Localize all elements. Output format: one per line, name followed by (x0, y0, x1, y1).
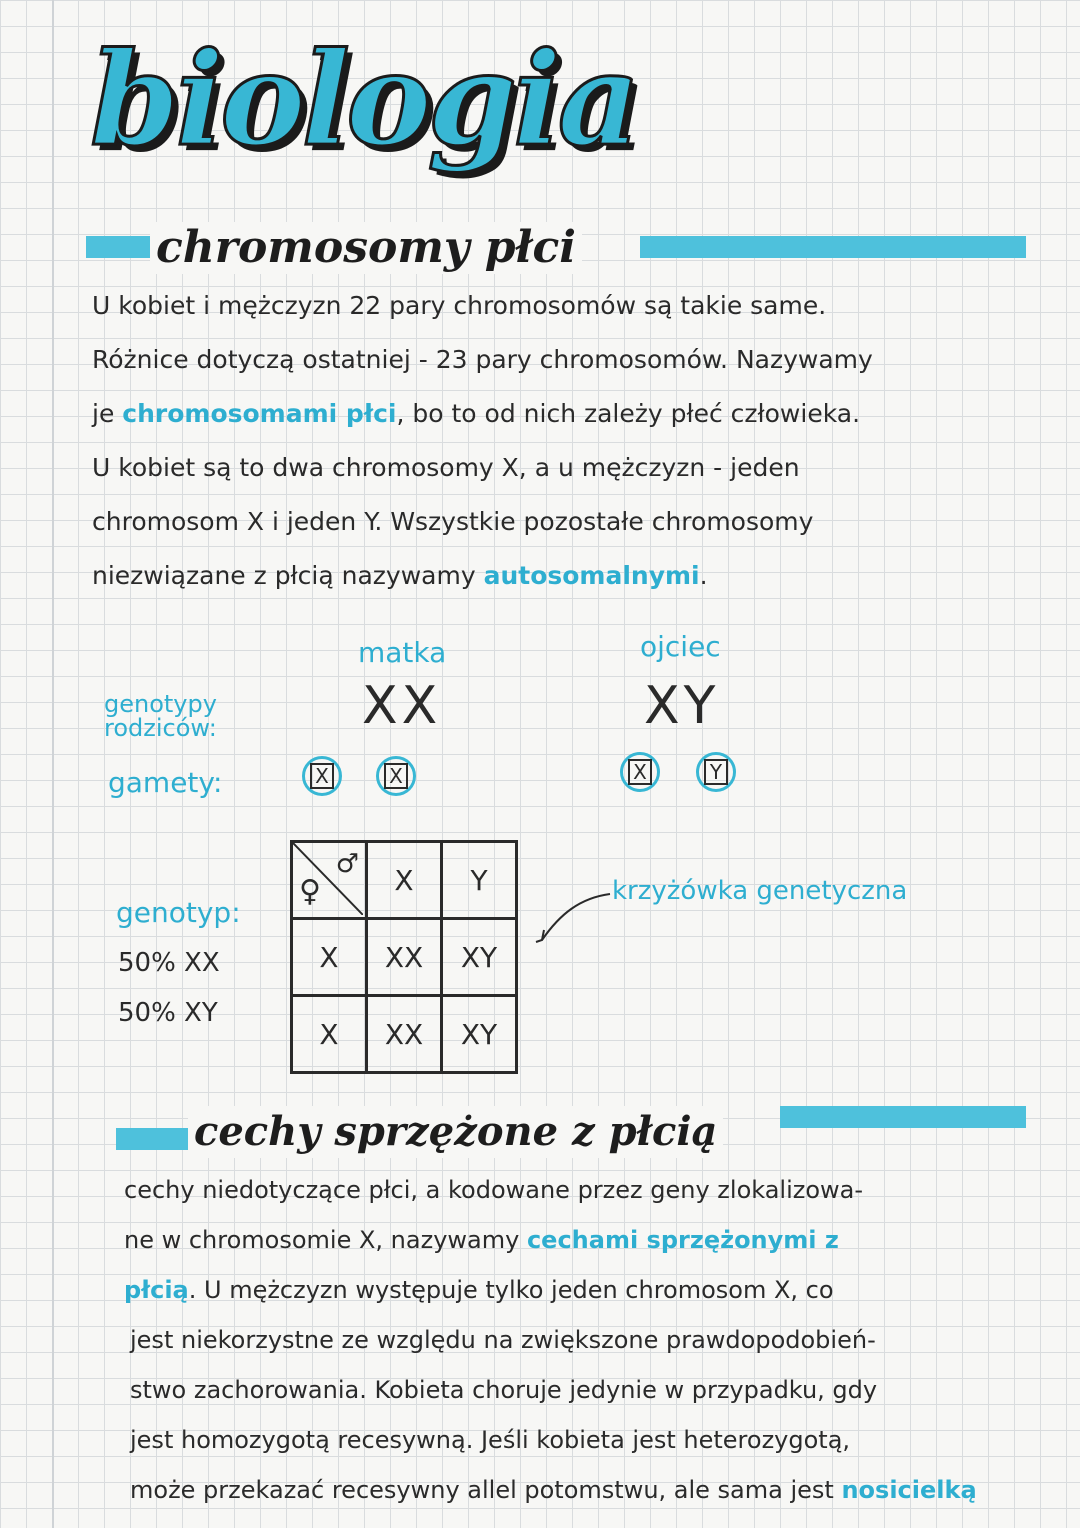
notebook-margin-line (52, 0, 54, 1528)
text2-line-7-start: może przekazać recesywny allel potomstwu, ale sama jest (130, 1476, 842, 1504)
term-sex-chromosomes: chromosomami płci (122, 399, 397, 428)
father-gamete-2 (696, 752, 736, 792)
punnett-col-header: X (367, 842, 442, 919)
heading-bar-right (780, 1106, 1026, 1128)
text-line-6-end: . (699, 561, 708, 590)
father-label: ojciec (640, 630, 721, 663)
father-gamete-1 (620, 752, 660, 792)
punnett-corner-cell (292, 842, 367, 919)
text-line-2: Różnice dotyczą ostatniej - 23 pary chromosomów. Nazywamy (92, 345, 873, 374)
heading-bar-right (640, 236, 1026, 258)
ratio-xy: 50% XY (118, 998, 218, 1028)
text-line-3-start: je (92, 399, 123, 428)
mother-genotype: XX (362, 676, 442, 736)
female-symbol-icon: ♀ (299, 874, 321, 909)
text2-line-3-end: . U mężczyzn występuje tylko jeden chromosom X, co (188, 1276, 834, 1304)
gametes-label: gamety: (108, 766, 223, 799)
text2-line-2-start: ne w chromosomie X, nazywamy (124, 1226, 527, 1254)
punnett-cell: XY (442, 996, 517, 1073)
text2-line-4: jest niekorzystne ze względu na zwiększone prawdopodobień- (130, 1326, 876, 1354)
section-heading-sex-linked: cechy sprzężone z płcią (188, 1106, 723, 1158)
page-title: biologia (90, 25, 637, 175)
mother-gamete-2 (376, 756, 416, 796)
gamete-letter: X (310, 763, 334, 789)
text2-line-2 (124, 1212, 839, 1268)
text-line-4: U kobiet są to dwa chromosomy X, a u mężczyzn - jeden (92, 453, 800, 482)
gamete-letter: X (384, 763, 408, 789)
gamete-letter: X (628, 759, 652, 785)
term-sex-linked-traits: cechami sprzężonymi z (526, 1226, 839, 1254)
text2-line-5: stwo zachorowania. Kobieta choruje jedynie w przypadku, gdy (130, 1376, 878, 1404)
text2-line-6: jest homozygotą recesywną. Jeśli kobieta jest heterozygotą, (130, 1426, 851, 1454)
heading-bar-left (86, 236, 156, 258)
mother-gamete-1 (302, 756, 342, 796)
annotation-arrow-icon (530, 880, 620, 960)
term-autosomal: autosomalnymi (483, 561, 700, 590)
punnett-cell: XY (442, 919, 517, 996)
text-line-3 (92, 386, 860, 442)
punnett-cell: XX (367, 919, 442, 996)
heading-bar-left (116, 1128, 196, 1150)
gamete-letter: Y (704, 759, 728, 785)
text-line-6-start: niezwiązane z płcią nazywamy (92, 561, 484, 590)
genotype-label: genotyp: (116, 896, 241, 929)
text-line-1: U kobiet i mężczyzn 22 pary chromosomów są takie same. (92, 291, 827, 320)
term-sex: płcią (124, 1276, 189, 1304)
mother-label: matka (358, 636, 447, 669)
text-line-5: chromosom X i jeden Y. Wszystkie pozostałe chromosomy (92, 507, 814, 536)
parents-genotype-label: genotypy rodziców: (104, 690, 217, 742)
punnett-row-header: X (292, 996, 367, 1073)
punnett-row-header: X (292, 919, 367, 996)
term-carrier: nosicielką (841, 1476, 977, 1504)
section-heading-chromosomes: chromosomy płci (150, 222, 582, 274)
text2-line-3 (124, 1262, 834, 1318)
cross-annotation: krzyżówka genetyczna (612, 876, 908, 906)
male-symbol-icon: ♂ (335, 849, 359, 879)
punnett-square (290, 840, 518, 1074)
text-line-6 (92, 548, 708, 604)
punnett-col-header: Y (442, 842, 517, 919)
text2-line-7 (130, 1462, 977, 1518)
ratio-xx: 50% XX (118, 948, 220, 978)
text2-line-1: cechy niedotyczące płci, a kodowane przez geny zlokalizowa- (124, 1176, 864, 1204)
text-line-3-end: , bo to od nich zależy płeć człowieka. (396, 399, 861, 428)
father-genotype: XY (644, 676, 720, 736)
punnett-cell: XX (367, 996, 442, 1073)
